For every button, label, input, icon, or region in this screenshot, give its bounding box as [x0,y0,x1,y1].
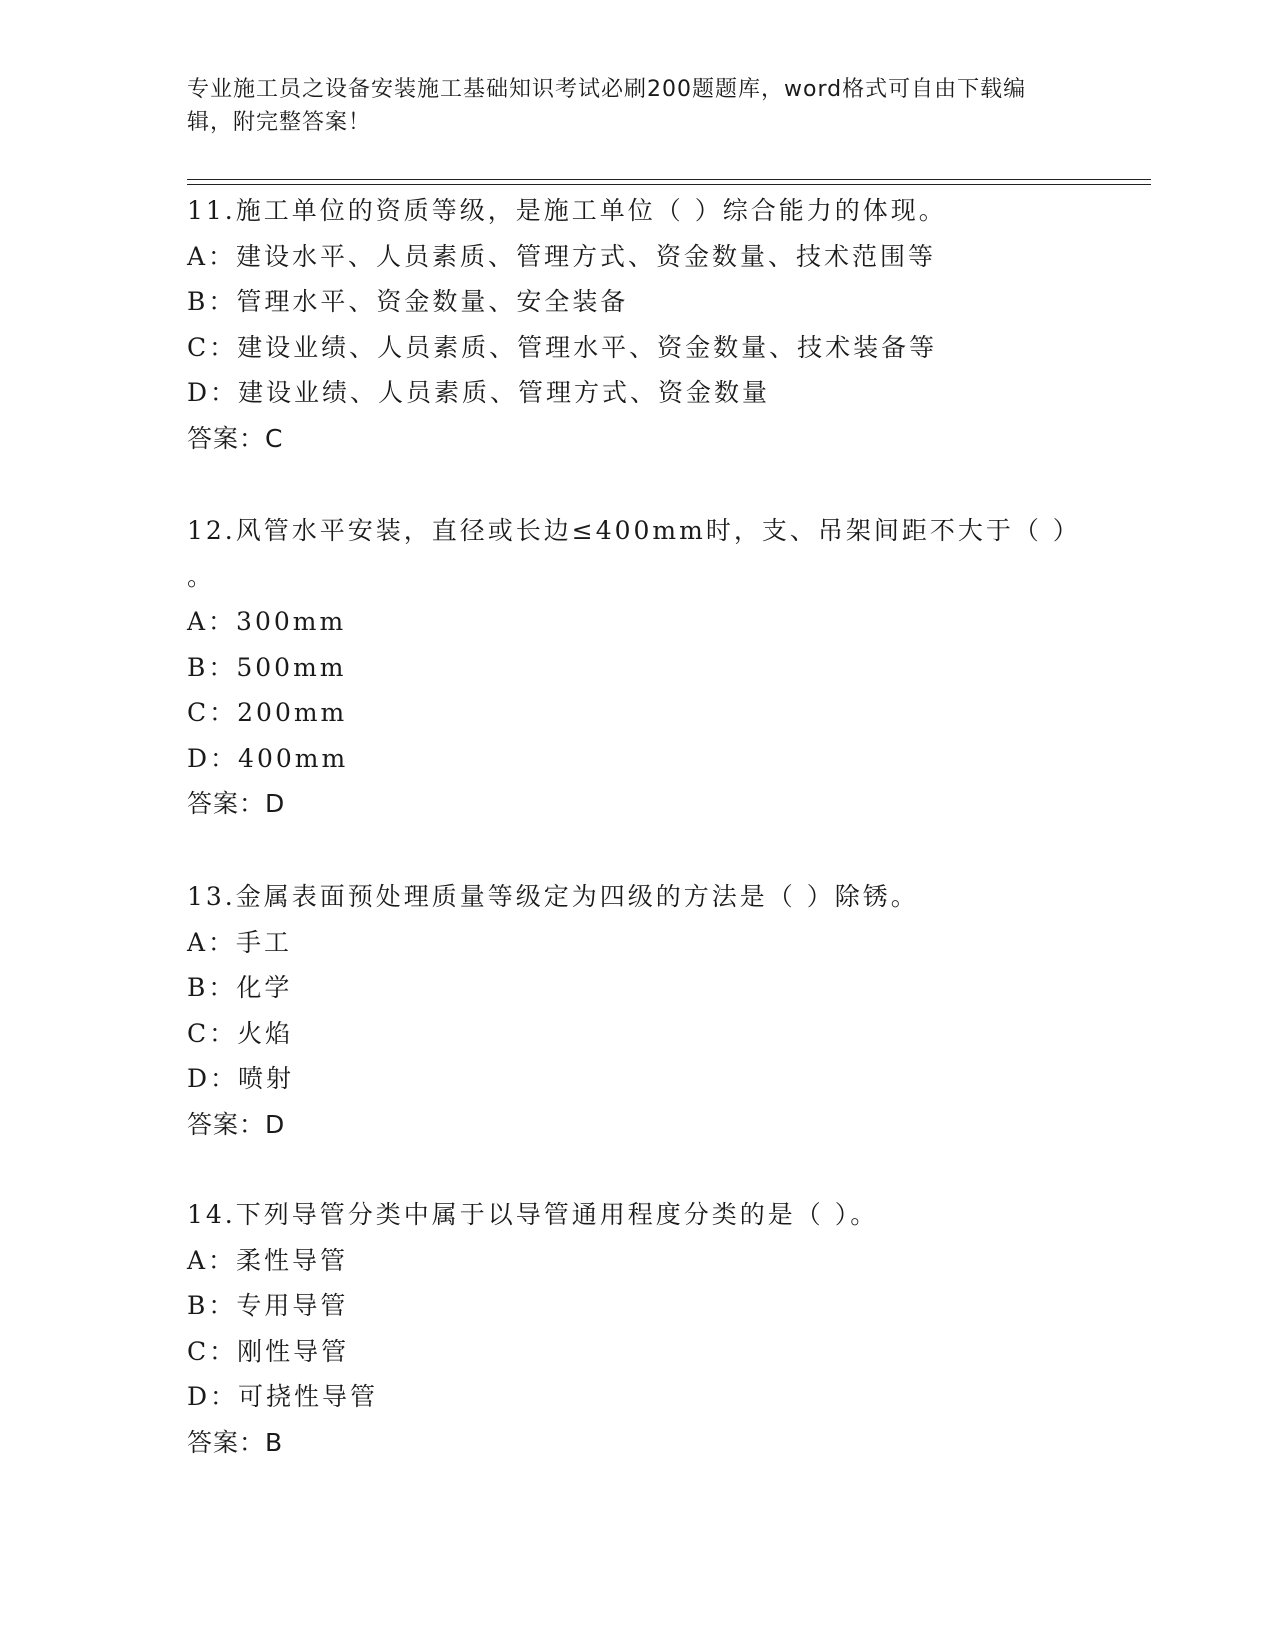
answer: 答案：D [187,789,286,818]
option-b: B：管理水平、资金数量、安全装备 [187,287,629,316]
question-stem-continuation: 。 [187,561,216,591]
question-14 [187,1192,1087,1465]
option-d: D：400mm [187,743,349,773]
option-c: C：200mm [187,698,348,727]
answer: 答案：C [187,423,284,453]
question-stem: 12.风管水平安装，直径或长边≤400mm时，支、吊架间距不大于（ ） [187,516,1081,545]
option-d: D：喷射 [187,1064,295,1093]
option-b: B：500mm [187,652,347,682]
answer: 答案：B [187,1427,284,1457]
question-13 [187,874,1087,1147]
option-a: A：手工 [187,927,293,957]
option-a: A：柔性导管 [187,1245,349,1275]
option-d: D：可挠性导管 [187,1382,379,1411]
answer: 答案：D [187,1109,286,1139]
option-a: A：建设水平、人员素质、管理方式、资金数量、技术范围等 [187,241,937,271]
option-c: C：火焰 [187,1018,294,1048]
header-divider-bottom [187,184,1151,185]
option-b: B：专用导管 [187,1291,349,1320]
header-divider-top [187,179,1151,180]
option-a: A：300mm [187,607,347,636]
option-c: C：刚性导管 [187,1336,350,1366]
option-b: B：化学 [187,973,293,1002]
document-header: 专业施工员之设备安装施工基础知识考试必刷200题题库，word格式可自由下载编辑，附完整答案！ [187,77,1027,135]
option-d: D：建设业绩、人员素质、管理方式、资金数量 [187,378,771,407]
option-c: C：建设业绩、人员素质、管理水平、资金数量、技术装备等 [187,332,938,362]
question-12 [187,508,1087,827]
question-stem: 11.施工单位的资质等级，是施工单位（ ）综合能力的体现。 [187,196,947,225]
question-stem: 14.下列导管分类中属于以导管通用程度分类的是（ ）。 [187,1200,879,1229]
question-stem: 13.金属表面预处理质量等级定为四级的方法是（ ）除锈。 [187,882,919,911]
question-11 [187,188,1087,461]
